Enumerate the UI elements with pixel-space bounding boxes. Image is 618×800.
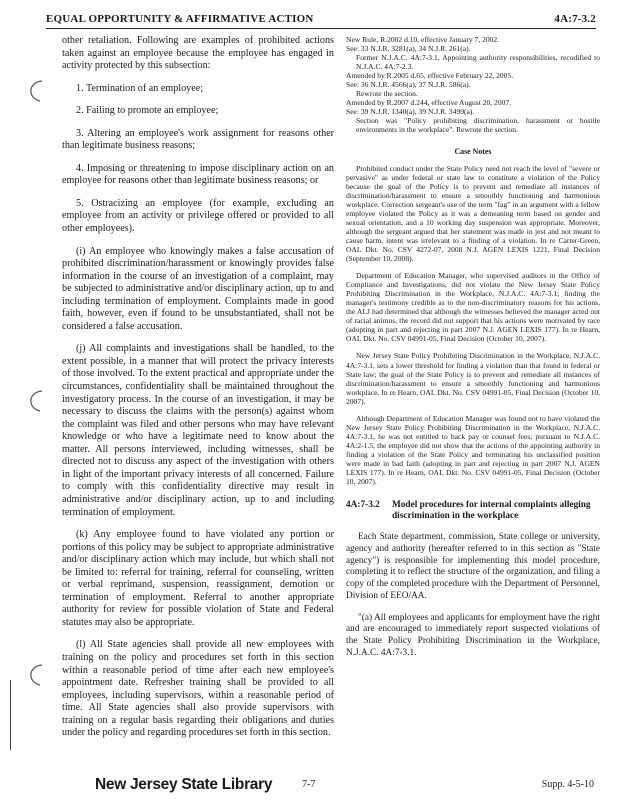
case-note: Although Department of Education Manager was found not to have violated the New Jersey State Policy Prohibiting Discrimination in the Workplace, N.J.A.C. 4A:7-3.1, he was not entitled to back pay or counsel fees; pursuant to N.J.A.C. 4A:2-1.5, the employee did not show that the actions of the appointing authority in finding a violation of the State Policy and terminating his unclassified position were made in bad faith (adopting in part and rejecting in part 2007 N.J. AGEN LEXIS 177). In re Hearn, OAL Dkt. No. CSV 04991-05, Final Decision (October 10, 2007).: [346, 413, 600, 487]
list-item: 1. Termination of an employee;: [76, 82, 204, 94]
case-note: Prohibited conduct under the State Policy need not reach the level of "severe or pervasive" as under federal or state law to constitute a violation of the Policy because the goal of the Policy is to prevent and remediate all instances of discrimination/harassment to ensure a smoothly functioning and harmonious workplace. Correction sergeant's use of the term "fag" in an argument with a fellow employee violated the Policy as it was a demeaning term based on gender and sexual orientation, and a 10 working day suspension was appropriate. Moreover, although the sergeant argued that her statement was made in jest and not meant to cause harm, intent was irrelevant to a finding of a violation. In re Carter-Green, OAL Dkt. No. CSV 4272-07, 2008 N.J. AGEN LEXIS 1221, Final Decision (September 10, 2008).: [346, 163, 600, 264]
list-item: 3. Altering an employee's work assignment for reasons other than legitimate business reasons;: [62, 127, 334, 152]
punch-hole-mark: [24, 662, 48, 688]
history-line: Amended by R.2005 d.65, effective February 22, 2005.: [346, 71, 514, 81]
section-title: Model procedures for internal complaints alleging discrimination in the workplace: [392, 500, 591, 522]
punch-hole-mark: [24, 388, 48, 414]
case-note: New Jersey State Policy Prohibiting Discrimination in the Workplace, N.J.A.C. 4A:7-3.1, sets a lower threshold for finding a violation than that found in federal or State law; the goal of the State Policy is to prevent and remediate all instances of discrimination/harassment to ensure a smoothly functioning and harmonious workplace. In re Hearn, OAL Dkt. No. CSV 04991-05, Final Decision (October 10, 2007).: [346, 351, 600, 406]
case-note: Department of Education Manager, who supervised auditors in the Office of Compliance and Investigations, did not violate the New Jersey State Policy Prohibiting Discrimination in the Workplace, N.J.A.C. 4A:7-3.1; finding the manager's testimony credible as to the non-discriminatory reasons for his actions, the ALJ had determined that although the witnesses believed the manager acted out of racial animus, the record did not support that his actions were motivated by race (adopting in part and rejecting in part 2007 N.J. AGEN LEXIS 177). In re Hearn, OAL Dkt. No. CSV 04991-05, Final Decision (October 10, 2007).: [346, 271, 600, 344]
section-paragraph: "(a) All employees and applicants for employment have the right and are encouraged to immediately report suspected violations of the State Policy Prohibiting Discrimination in the Workplace, N.J.A.C. 4A:7-3.1.: [346, 612, 600, 658]
footer-library-name: New Jersey State Library: [95, 776, 273, 793]
section-paragraph: Each State department, commission, State college or university, agency and authority (hereafter referred to in this section as "State agency") is responsible for implementing this model procedure, completing it to reflect the structure of the organization, and filing a copy of the completed procedure with the Department of Personnel, Division of EEO/AA.: [346, 532, 600, 601]
list-item: 5. Ostracizing an employee (for example, excluding an employee from an activity or privilege offered or provided to all other employees).: [62, 197, 334, 235]
paragraph-i: (i) An employee who knowingly makes a false accusation of prohibited discrimination/harassment or knowingly provides false information in the course of an investigation of a complaint, may be subjected to administrative and/or disciplinary action, up to and including termination of employment. Complaints made in good faith, however, even if found to be unsubstantiated, shall not be considered a false accusation.: [62, 245, 334, 332]
left-column: [62, 35, 334, 750]
paragraph-l: (l) All State agencies shall provide all new employees with training on the policy and procedures set forth in this section within a reasonable period of time after each new employee's appointment date. Refresher training shall be provided to all employees, including supervisors, within a reasonable period of time. All State agencies shall also provide supervisors with training on a regular basis regarding their obligations and duties under the policy and regarding procedures set forth in this section.: [62, 639, 334, 739]
history-line: See: 33 N.J.R. 3281(a), 34 N.J.R. 261(a).: [346, 44, 471, 54]
punch-hole-mark: [24, 78, 48, 104]
header-title: EQUAL OPPORTUNITY & AFFIRMATIVE ACTION: [46, 13, 314, 25]
footer-page-number: 7-7: [302, 779, 316, 790]
section-heading: [346, 500, 600, 522]
history-line: Amended by R.2007 d.244, effective August 20, 2007.: [346, 98, 512, 108]
paragraph-k: (k) Any employee found to have violated any portion or portions of this policy may be subject to appropriate administrative and/or disciplinary action which may include, but which shall not be limited to: referral for training, referral for counseling, written or verbal reprimand, suspension, reassignment, demotion or termination of employment. Referral to another appropriate authority for review for possible violation of State and Federal statutes may also be appropriate.: [62, 529, 334, 628]
history-line: Former N.J.A.C. 4A:7-3.1, Appointing authority responsibilities, recodified to N.J.A.C. 4A:7-2.3.: [356, 53, 600, 72]
paragraph-j: (j) All complaints and investigations shall be handled, to the extent possible, in a manner that will protect the privacy interests of those involved. To the extent practical and appropriate under the circumstances, confidentiality shall be maintained throughout the investigatory process. In the course of an investigation, it may be necessary to discuss the claims with the person(s) against whom the complaint was filed and other persons who may have relevant knowledge or who have a legitimate need to know about the matter. All persons interviewed, including witnesses, shall be directed not to discuss any aspect of the investigation with others in light of the important privacy interests of all concerned. Failure to comply with this confidentiality directive may result in administrative and/or disciplinary action, up to and including termination of employment.: [62, 343, 334, 518]
intro-paragraph: other retaliation. Following are examples of prohibited actions taken against an employee because the employee has engaged in activity protected by this subsection:: [62, 35, 334, 72]
history-line: See: 36 N.J.R. 4566(a), 37 N.J.R. 586(a).: [346, 80, 471, 90]
footer-supplement: Supp. 4-5-10: [541, 779, 594, 790]
header-section-number: 4A:7-3.2: [554, 13, 596, 25]
case-notes-heading: Case Notes: [454, 146, 492, 156]
list-item: 4. Imposing or threatening to impose disciplinary action on an employee for reasons other than legitimate business reasons; or: [62, 162, 334, 187]
section-number: 4A:7-3.2: [346, 500, 380, 511]
running-header: [46, 12, 596, 29]
right-column: [346, 35, 600, 660]
history-line: Rewrote the section.: [356, 89, 418, 99]
history-line: See: 39 N.J.R. 1340(a), 39 N.J.R. 3499(a).: [346, 107, 475, 117]
list-item: 2. Failing to promote an employee;: [76, 105, 219, 117]
margin-rule: [10, 680, 11, 750]
history-notes: [346, 35, 600, 135]
history-line: Section was "Policy prohibiting discrimination, harassment or hostile environments in the workplace". Rewrote the section.: [356, 116, 600, 135]
history-line: New Rule, R.2002 d.10, effective January 7, 2002.: [346, 35, 500, 44]
